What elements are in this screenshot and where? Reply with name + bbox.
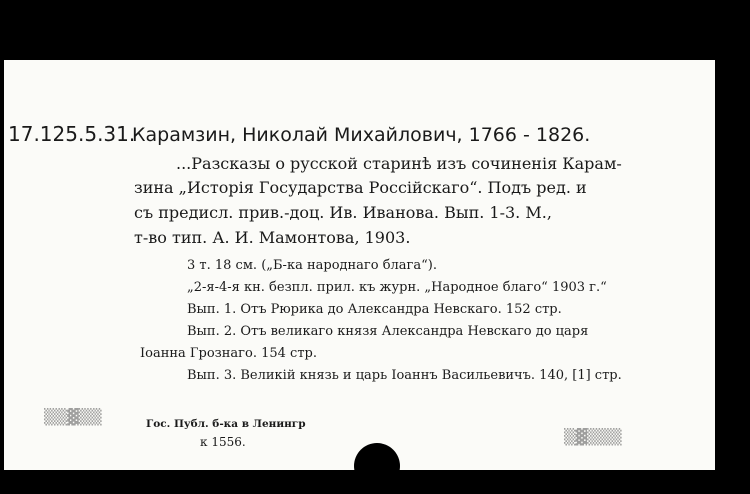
contents-vol-2-cont: Іоанна Грознаго. 154 стр. xyxy=(140,346,317,361)
library-stamp-line-1: Гос. Публ. б-ка в Ленингр xyxy=(146,418,306,430)
imprint-line: т-во тип. А. И. Мамонтова, 1903. xyxy=(134,228,411,247)
faded-mark-left: ▒▒▓▒▒ xyxy=(44,408,102,426)
scan-border-right xyxy=(715,0,750,494)
contents-vol-1: Вып. 1. Отъ Рюрика до Александра Невскаго. 152 стр. xyxy=(187,302,562,317)
scan-border-top xyxy=(0,0,750,60)
scan-border-bottom xyxy=(0,470,750,494)
catalog-card xyxy=(4,60,715,470)
contents-vol-3: Вып. 3. Великій князь и царь Іоаннъ Васильевичъ. 140, [1] стр. xyxy=(187,368,622,383)
collation-line: 3 т. 18 см. („Б-ка народнаго блага“). xyxy=(187,258,437,273)
author-heading: Карамзин, Николай Михайлович, 1766 - 1826. xyxy=(132,124,591,146)
title-line-3: съ предисл. прив.-доц. Ив. Иванова. Вып. 1-3. М., xyxy=(134,203,552,222)
punch-hole xyxy=(354,443,400,470)
faded-mark-right: ▒▓▒▒▒ xyxy=(564,428,622,446)
contents-vol-2: Вып. 2. Отъ великаго князя Александра Невскаго до царя xyxy=(187,324,589,339)
call-number: 17.125.5.31. xyxy=(8,122,136,146)
title-line-2: зина „Исторія Государства Россійскаго“. Подъ ред. и xyxy=(134,178,587,197)
title-line-1: ...Разсказы о русской старинѣ изъ сочиненія Карам- xyxy=(176,154,622,173)
library-stamp-line-2: к 1556. xyxy=(200,435,246,449)
series-note: „2-я-4-я кн. безпл. прил. къ журн. „Народное благо“ 1903 г.“ xyxy=(187,280,607,295)
